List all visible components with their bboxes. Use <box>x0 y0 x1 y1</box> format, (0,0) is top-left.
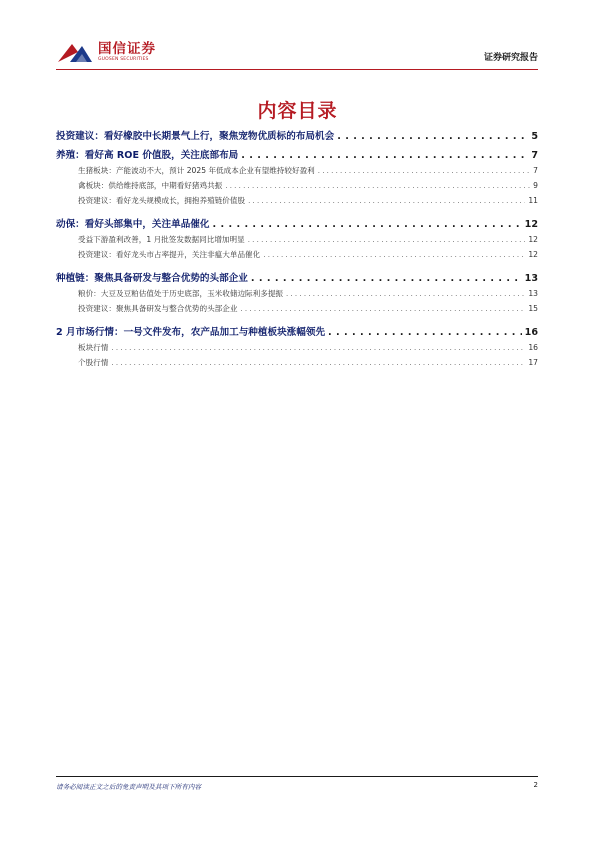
toc-entry-level2[interactable] <box>56 288 538 303</box>
company-logo <box>56 40 156 64</box>
table-of-contents <box>56 128 538 378</box>
toc-subentry-title: 粮价：大豆及豆粕估值处于历史底部，玉米收储边际利多提振 <box>78 289 284 298</box>
toc-subentry-title: 生猪板块：产能波动不大，预计 2025 年低成本企业有望维持较好盈利 <box>78 166 315 175</box>
toc-entry-level2[interactable] <box>56 357 538 372</box>
toc-leader-dots <box>240 305 525 313</box>
toc-title: 内容目录 <box>257 100 338 122</box>
footer-divider <box>56 776 538 777</box>
toc-entry-level1[interactable] <box>56 216 538 229</box>
toc-subentry-title: 受益下游盈利改善，1 月批签发数据同比增加明显 <box>78 235 245 244</box>
toc-entry-page: 7 <box>531 150 538 161</box>
toc-entry-level2[interactable] <box>56 195 538 210</box>
toc-entry-title: 动保：看好头部集中，关注单品催化 <box>56 219 210 230</box>
toc-subentry-title: 投资建议：聚焦具备研发与整合优势的头部企业 <box>78 304 238 313</box>
toc-subentry-title: 禽板块：供给维持底部，中期看好猪鸡共振 <box>78 181 223 190</box>
toc-entry-level1[interactable] <box>56 147 538 160</box>
toc-entry-title: 种植链：聚焦具备研发与整合优势的头部企业 <box>56 273 248 284</box>
toc-section <box>56 324 538 372</box>
logo-chinese-name: 国信证券 <box>98 40 156 57</box>
page-number: 2 <box>533 781 538 789</box>
toc-leader-dots <box>213 219 522 230</box>
toc-subentry-title: 板块行情 <box>78 343 109 352</box>
toc-subentry-page: 12 <box>528 250 538 259</box>
toc-entry-level2[interactable] <box>56 249 538 264</box>
toc-leader-dots <box>328 327 522 338</box>
toc-entry-level1[interactable] <box>56 128 538 141</box>
toc-subentry-page: 12 <box>528 235 538 244</box>
header-divider <box>56 69 538 70</box>
page-header <box>56 40 538 70</box>
toc-entry-page: 5 <box>531 131 538 142</box>
toc-leader-dots <box>111 359 525 367</box>
footer-disclaimer: 请务必阅读正文之后的免责声明及其项下所有内容 <box>56 783 202 791</box>
toc-subentry-title: 投资建议：看好龙头市占率提升，关注非瘟大单品催化 <box>78 250 261 259</box>
toc-leader-dots <box>248 197 525 205</box>
toc-leader-dots <box>337 131 528 142</box>
toc-leader-dots <box>241 150 528 161</box>
toc-subentry-page: 13 <box>528 289 538 298</box>
toc-entry-level2[interactable] <box>56 303 538 318</box>
toc-entry-level2[interactable] <box>56 165 538 180</box>
report-type-label: 证券研究报告 <box>483 53 538 63</box>
toc-leader-dots <box>263 251 525 259</box>
toc-section <box>56 147 538 210</box>
toc-section <box>56 216 538 264</box>
toc-subentry-page: 17 <box>528 358 538 367</box>
toc-subentry-page: 11 <box>528 196 538 205</box>
toc-subentry-title: 投资建议：看好龙头规模成长，拥抱养殖链价值股 <box>78 196 246 205</box>
toc-subentry-page: 7 <box>533 166 538 175</box>
guosen-logo-icon <box>56 40 94 64</box>
toc-leader-dots <box>111 344 525 352</box>
toc-entry-level1[interactable] <box>56 324 538 337</box>
toc-entry-level1[interactable] <box>56 270 538 283</box>
toc-entry-title: 2 月市场行情：一号文件发布，农产品加工与种植板块涨幅领先 <box>56 327 326 338</box>
toc-subentry-page: 9 <box>533 181 538 190</box>
toc-entry-level2[interactable] <box>56 234 538 249</box>
toc-leader-dots <box>225 182 530 190</box>
toc-entry-title: 投资建议：看好橡胶中长期景气上行，聚焦宠物优质标的布局机会 <box>56 131 335 142</box>
toc-leader-dots <box>248 236 526 244</box>
toc-leader-dots <box>286 290 525 298</box>
toc-section <box>56 270 538 318</box>
toc-section <box>56 128 538 141</box>
toc-subentry-title: 个股行情 <box>78 358 109 367</box>
toc-entry-page: 13 <box>524 273 538 284</box>
toc-entry-level2[interactable] <box>56 342 538 357</box>
toc-leader-dots <box>318 167 530 175</box>
toc-entry-title: 养殖：看好高 ROE 价值股，关注底部布局 <box>56 150 239 161</box>
toc-entry-level2[interactable] <box>56 180 538 195</box>
toc-entry-page: 16 <box>524 327 538 338</box>
toc-leader-dots <box>251 273 522 284</box>
logo-english-name: GUOSEN SECURITIES <box>98 56 149 62</box>
toc-subentry-page: 15 <box>528 304 538 313</box>
toc-entry-page: 12 <box>524 219 538 230</box>
toc-subentry-page: 16 <box>528 343 538 352</box>
